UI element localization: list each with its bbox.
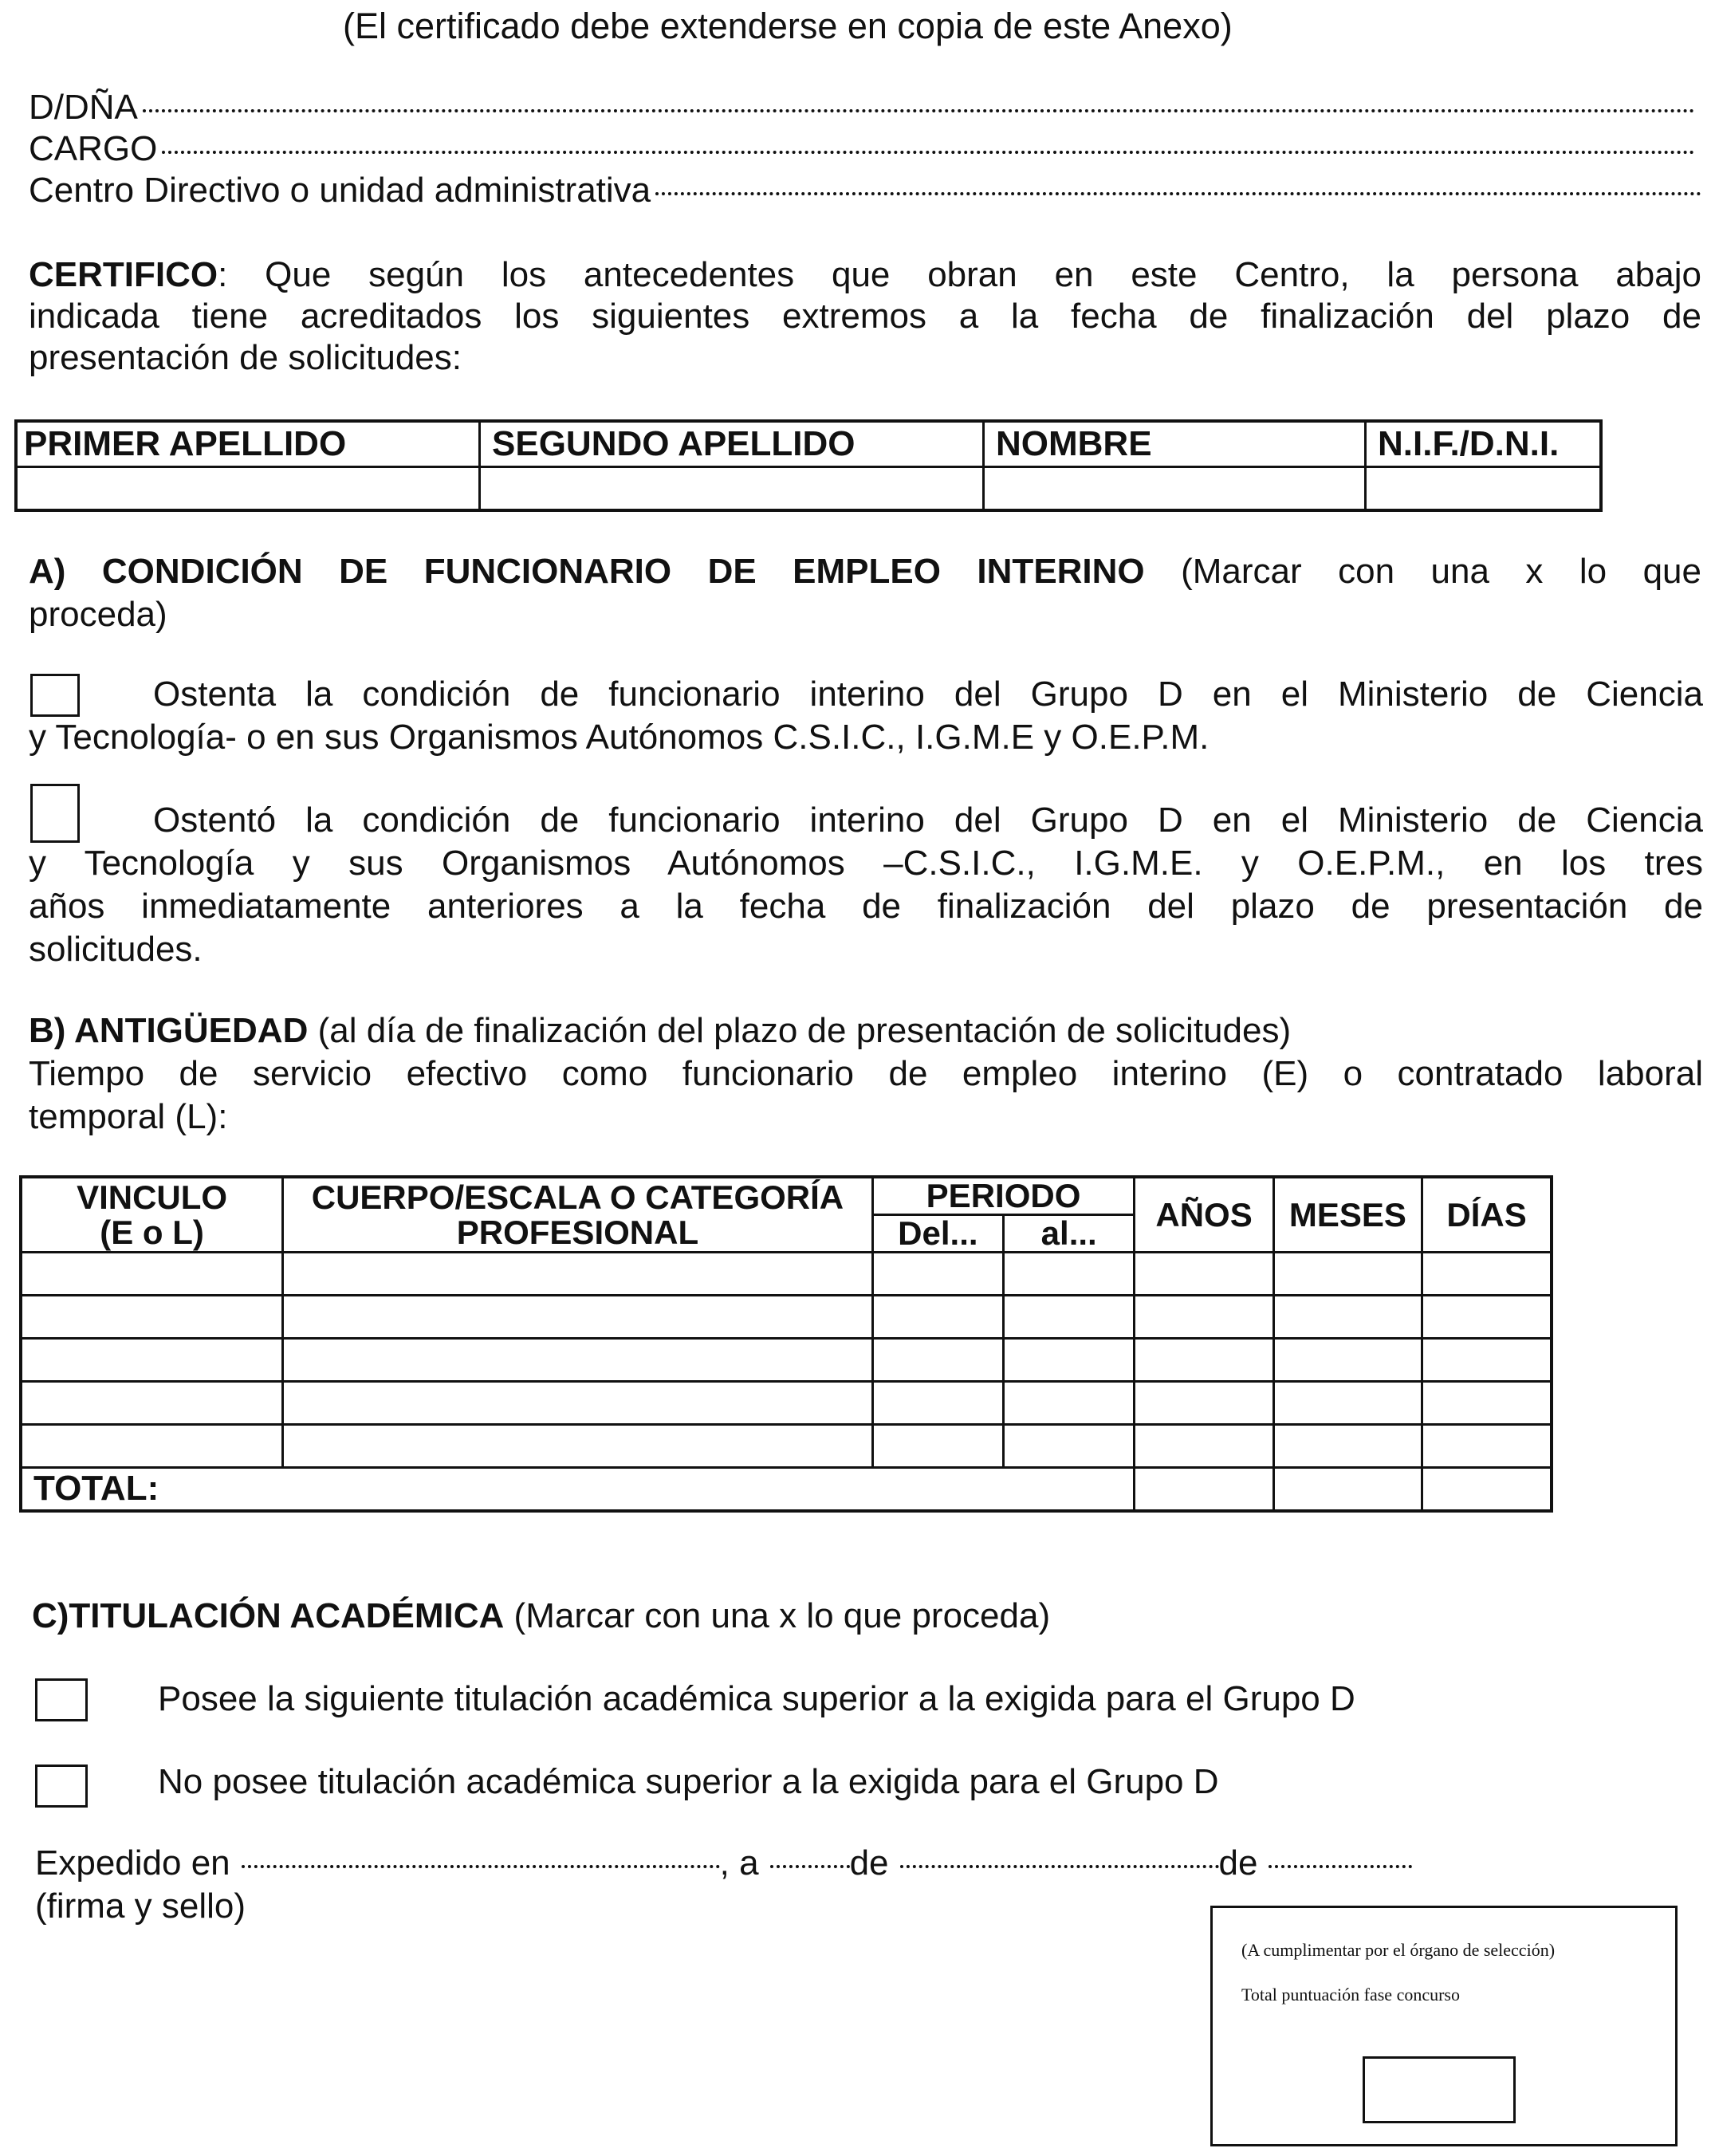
selection-box-line-1: (A cumplimentar por el órgano de selección) — [1241, 1940, 1556, 1960]
expedido-month-field[interactable] — [900, 1865, 1219, 1868]
checkbox-c1[interactable] — [35, 1678, 88, 1721]
table-cell[interactable] — [1004, 1339, 1135, 1382]
field-centro-label: Centro Directivo o unidad administrativa — [29, 171, 651, 210]
col-del: Del... — [872, 1215, 1003, 1253]
field-cargo-input[interactable] — [162, 151, 1695, 154]
person-table — [14, 419, 1603, 512]
total-label: TOTAL: — [21, 1468, 1135, 1511]
expedido-line — [35, 1842, 1412, 1885]
table-cell[interactable] — [1135, 1253, 1273, 1296]
col-nombre: NOMBRE — [984, 421, 1366, 467]
section-a-title: A) CONDICIÓN DE FUNCIONARIO DE EMPLEO INTERINO — [29, 552, 1145, 591]
table-cell[interactable] — [1422, 1339, 1552, 1382]
option-c2: No posee titulación académica superior a la exigida para el Grupo D — [158, 1762, 1219, 1801]
expedido-day-field[interactable] — [770, 1865, 850, 1868]
certifico-text-1: : Que según los antecedentes que obran en este Centro, la persona abajo — [218, 255, 1701, 294]
total-meses[interactable] — [1273, 1468, 1422, 1511]
table-cell[interactable] — [872, 1253, 1003, 1296]
section-a-title-rest: (Marcar con una x lo que — [1144, 552, 1701, 591]
col-dias: DÍAS — [1422, 1177, 1552, 1253]
option-a1-line-1: Ostenta la condición de funcionario interino del Grupo D en el Ministerio de Ciencia — [153, 675, 1703, 714]
col-vinculo-l2: (E o L) — [100, 1213, 204, 1251]
option-c1: Posee la siguiente titulación académica superior a la exigida para el Grupo D — [158, 1679, 1355, 1718]
option-a2-line-3: años inmediatamente anteriores a la fecha de finalización del plazo de presentación de — [29, 887, 1703, 926]
col-periodo: PERIODO — [872, 1177, 1135, 1215]
table-cell[interactable] — [872, 1296, 1003, 1339]
table-cell[interactable] — [283, 1296, 873, 1339]
section-a-title-line-1 — [29, 550, 1701, 593]
table-cell[interactable] — [1422, 1253, 1552, 1296]
section-b-line-3: temporal (L): — [29, 1097, 228, 1136]
score-field[interactable] — [1363, 2056, 1516, 2123]
certifico-label: CERTIFICO — [29, 255, 218, 294]
table-cell[interactable] — [1004, 1425, 1135, 1468]
table-cell[interactable] — [21, 1296, 283, 1339]
field-dona-row — [29, 86, 1695, 129]
table-cell[interactable] — [1422, 1425, 1552, 1468]
expedido-year-field[interactable] — [1269, 1865, 1412, 1868]
antiguedad-table — [19, 1175, 1553, 1513]
col-meses: MESES — [1273, 1177, 1422, 1253]
field-cargo-row — [29, 128, 1695, 171]
col-anos: AÑOS — [1135, 1177, 1273, 1253]
col-vinculo — [21, 1177, 283, 1253]
section-b-title-line — [29, 1009, 1291, 1052]
cell-nif-dni[interactable] — [1366, 467, 1602, 510]
section-c-title-line — [32, 1595, 1050, 1638]
cell-nombre[interactable] — [984, 467, 1366, 510]
table-cell[interactable] — [1135, 1425, 1273, 1468]
col-segundo-apellido: SEGUNDO APELLIDO — [480, 421, 984, 467]
table-cell[interactable] — [283, 1382, 873, 1425]
option-a2-line-2: y Tecnología y sus Organismos Autónomos –C.S.I.C., I.G.M.E. y O.E.P.M., en los tres — [29, 844, 1703, 883]
option-a1-line-2: y Tecnología- o en sus Organismos Autónomos C.S.I.C., I.G.M.E y O.E.P.M. — [29, 718, 1210, 757]
col-cuerpo — [283, 1177, 873, 1253]
table-cell[interactable] — [1273, 1253, 1422, 1296]
table-cell[interactable] — [1273, 1425, 1422, 1468]
checkbox-a2[interactable] — [30, 784, 80, 843]
section-c-title-rest: (Marcar con una x lo que proceda) — [504, 1596, 1051, 1635]
section-b-line-2: Tiempo de servicio efectivo como funcionario de empleo interino (E) o contratado laboral — [29, 1054, 1703, 1093]
table-cell[interactable] — [1273, 1296, 1422, 1339]
total-dias[interactable] — [1422, 1468, 1552, 1511]
table-cell[interactable] — [872, 1382, 1003, 1425]
expedido-a-label: , a — [719, 1843, 759, 1883]
option-a2-line-1: Ostentó la condición de funcionario interino del Grupo D en el Ministerio de Ciencia — [153, 801, 1703, 840]
firma-label: (firma y sello) — [35, 1886, 246, 1926]
table-cell[interactable] — [21, 1339, 283, 1382]
table-cell[interactable] — [1273, 1382, 1422, 1425]
checkbox-c2[interactable] — [35, 1765, 88, 1808]
table-cell[interactable] — [21, 1425, 283, 1468]
expedido-de2-label: de — [1218, 1843, 1258, 1883]
table-cell[interactable] — [1422, 1296, 1552, 1339]
table-cell[interactable] — [1004, 1296, 1135, 1339]
total-anos[interactable] — [1135, 1468, 1273, 1511]
certifico-line-2: indicada tiene acreditados los siguientes extremos a la fecha de finalización del plazo de — [29, 297, 1701, 336]
certifico-line-1 — [29, 254, 1701, 297]
expedido-label: Expedido en — [35, 1843, 230, 1883]
table-cell[interactable] — [1135, 1296, 1273, 1339]
field-dona-label: D/DÑA — [29, 88, 138, 127]
checkbox-a1[interactable] — [30, 674, 80, 717]
section-c-title: C)TITULACIÓN ACADÉMICA — [32, 1596, 505, 1635]
field-centro-row — [29, 169, 1701, 212]
option-a2-line-4: solicitudes. — [29, 930, 203, 969]
cell-segundo-apellido[interactable] — [480, 467, 984, 510]
certifico-line-3: presentación de solicitudes: — [29, 338, 462, 377]
expedido-place-field[interactable] — [242, 1865, 720, 1868]
field-centro-input[interactable] — [655, 192, 1701, 195]
table-cell[interactable] — [283, 1339, 873, 1382]
table-cell[interactable] — [283, 1253, 873, 1296]
table-cell[interactable] — [21, 1382, 283, 1425]
table-cell[interactable] — [1004, 1253, 1135, 1296]
table-cell[interactable] — [1135, 1339, 1273, 1382]
table-cell[interactable] — [1135, 1382, 1273, 1425]
section-a-title-line-2: proceda) — [29, 595, 167, 634]
cell-primer-apellido[interactable] — [16, 467, 480, 510]
col-cuerpo-l1: CUERPO/ESCALA O CATEGORÍA — [311, 1178, 844, 1216]
section-b-title: B) ANTIGÜEDAD — [29, 1011, 309, 1050]
table-cell[interactable] — [283, 1425, 873, 1468]
table-cell[interactable] — [21, 1253, 283, 1296]
section-b-title-rest: (al día de finalización del plazo de presentación de solicitudes) — [308, 1011, 1292, 1050]
selection-box-line-2: Total puntuación fase concurso — [1241, 1985, 1460, 2005]
expedido-de1-label: de — [849, 1843, 889, 1883]
table-cell[interactable] — [1004, 1382, 1135, 1425]
selection-box — [1210, 1906, 1678, 2146]
col-cuerpo-l2: PROFESIONAL — [456, 1213, 699, 1251]
field-cargo-label: CARGO — [29, 129, 158, 168]
col-vinculo-l1: VINCULO — [77, 1178, 228, 1216]
col-nif-dni: N.I.F./D.N.I. — [1366, 421, 1602, 467]
col-al: al... — [1004, 1215, 1135, 1253]
field-dona-input[interactable] — [143, 109, 1695, 112]
table-cell[interactable] — [872, 1339, 1003, 1382]
annex-note: (El certificado debe extenderse en copia de este Anexo) — [343, 6, 1233, 46]
table-cell[interactable] — [872, 1425, 1003, 1468]
table-cell[interactable] — [1273, 1339, 1422, 1382]
col-primer-apellido: PRIMER APELLIDO — [16, 421, 480, 467]
table-cell[interactable] — [1422, 1382, 1552, 1425]
